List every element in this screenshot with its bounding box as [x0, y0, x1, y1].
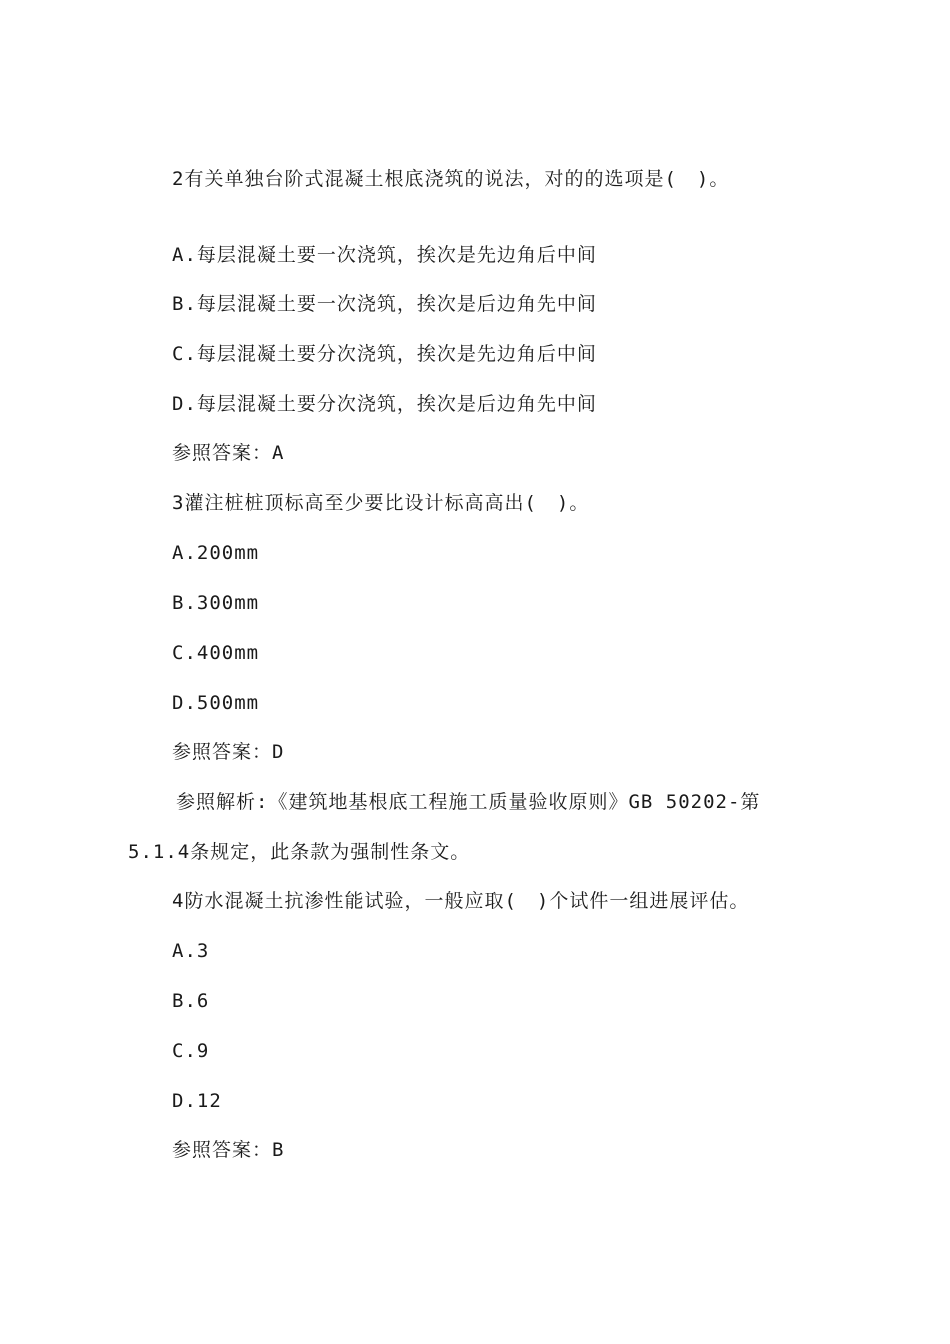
question-3-stem: 3灌注桩桩顶标高至少要比设计标高高出( )。: [172, 492, 590, 514]
question-4-answer: 参照答案：B: [172, 1139, 285, 1161]
question-2-stem: 2有关单独台阶式混凝土根底浇筑的说法，对的的选项是( )。: [172, 168, 730, 190]
question-2-option-a: A.每层混凝土要一次浇筑，挨次是先边角后中间: [172, 244, 597, 266]
question-4-option-d: D.12: [172, 1090, 222, 1112]
question-2-answer: 参照答案：A: [172, 442, 285, 464]
question-2-option-b: B.每层混凝土要一次浇筑，挨次是后边角先中间: [172, 293, 597, 315]
question-3-answer: 参照答案：D: [172, 741, 285, 763]
question-4-option-a: A.3: [172, 940, 210, 962]
question-4-option-b: B.6: [172, 990, 210, 1012]
question-2-option-c: C.每层混凝土要分次浇筑，挨次是先边角后中间: [172, 343, 597, 365]
question-2-option-d: D.每层混凝土要分次浇筑，挨次是后边角先中间: [172, 393, 597, 415]
question-4-stem: 4防水混凝土抗渗性能试验，一般应取( )个试件一组进展评估。: [172, 890, 750, 912]
question-3-analysis: 参照解析:《建筑地基根底工程施工质量验收原则》GB 50202-第: [176, 791, 761, 813]
question-3-option-c: C.400mm: [172, 642, 260, 664]
question-3-analysis-continued: 5.1.4条规定，此条款为强制性条文。: [128, 841, 471, 863]
question-3-option-d: D.500mm: [172, 692, 260, 714]
question-3-option-a: A.200mm: [172, 542, 260, 564]
question-4-option-c: C.9: [172, 1040, 210, 1062]
question-3-option-b: B.300mm: [172, 592, 260, 614]
